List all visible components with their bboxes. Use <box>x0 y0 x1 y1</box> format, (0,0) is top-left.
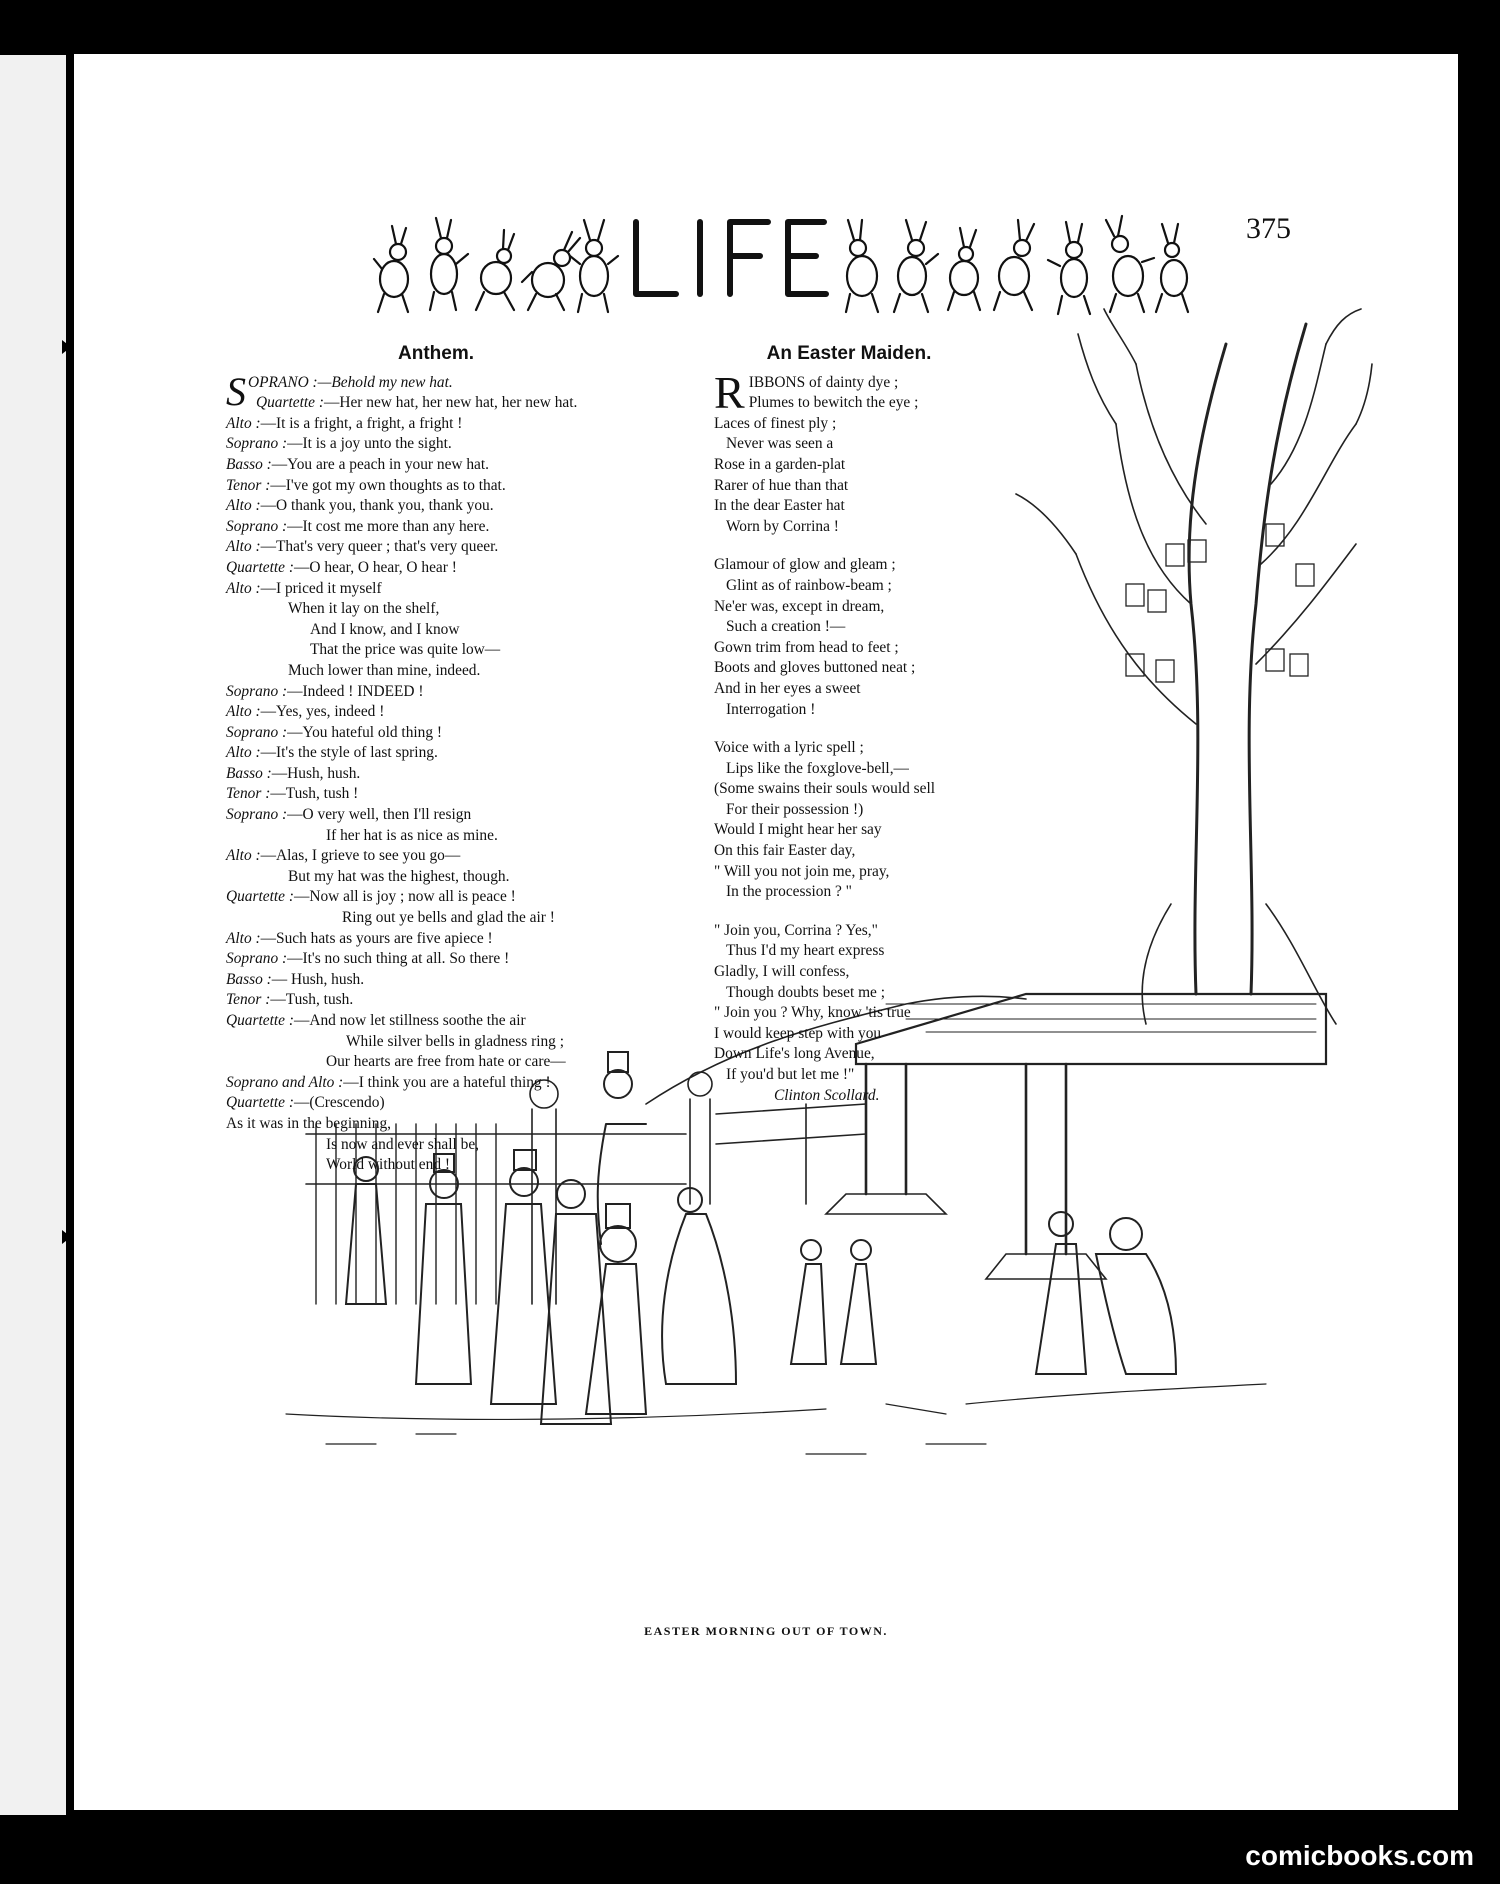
poem-line <box>714 576 1054 597</box>
poem-line-text: Rarer of hue than that <box>714 476 849 494</box>
speaker-label: Alto : <box>226 414 261 432</box>
illustration-caption: EASTER MORNING OUT OF TOWN. <box>644 1624 888 1638</box>
poem-line <box>714 476 1054 497</box>
stanza-gap <box>714 720 1054 738</box>
speaker-label: Tenor : <box>226 476 271 494</box>
anthem-line-text: —You hateful old thing ! <box>287 723 443 741</box>
speaker-label: Alto : <box>226 744 261 762</box>
poem-line-text: " Join you ? Why, know 'tis true <box>714 1004 911 1022</box>
easter-maiden-stanzas <box>714 366 1054 1086</box>
poem-line-text: Glamour of glow and gleam ; <box>714 556 896 574</box>
poem-line <box>714 759 1054 780</box>
anthem-lines <box>226 366 746 1176</box>
anthem-line <box>226 990 746 1011</box>
speaker-label: Soprano and Alto : <box>226 1073 344 1091</box>
poem-line-text: Voice with a lyric spell ; <box>714 739 864 757</box>
page-edge-mark <box>62 340 71 354</box>
anthem-line-text: —O thank you, thank you, thank you. <box>260 497 494 515</box>
poem-line-text: Lips like the foxglove-bell,— <box>726 759 909 777</box>
anthem-line-text: —O hear, O hear, O hear ! <box>293 558 457 576</box>
anthem-line-text: World without end ! <box>326 1156 451 1174</box>
poem-line-text: IBBONS of dainty dye ; <box>748 373 899 391</box>
poem-line <box>714 434 1054 455</box>
anthem-line <box>226 1032 746 1053</box>
speaker-label: Soprano : <box>226 723 288 741</box>
anthem-line <box>226 661 746 682</box>
page-edge-mark <box>62 1230 71 1244</box>
poem-line-text: Thus I'd my heart express <box>726 942 885 960</box>
anthem-line <box>226 723 746 744</box>
anthem-line <box>226 620 746 641</box>
poem-line-text: Gladly, I will confess, <box>714 963 850 981</box>
anthem-line <box>226 455 746 476</box>
poem-line <box>714 1024 1054 1045</box>
speaker-label: Soprano : <box>226 435 288 453</box>
speaker-label: Quartette : <box>226 888 294 906</box>
poem-line-text: In the procession ? " <box>726 883 852 901</box>
anthem-line-text: —And now let stillness soothe the air <box>293 1012 526 1029</box>
anthem-line <box>226 1155 746 1176</box>
anthem-line <box>226 887 746 908</box>
anthem-line-text: —(Crescendo) <box>293 1094 385 1112</box>
speaker-label: Alto : <box>226 703 261 721</box>
speaker-label: Soprano : <box>226 682 288 700</box>
speaker-label: Quartette : <box>226 1012 294 1029</box>
dropcap: S <box>226 368 246 414</box>
poem-line <box>714 882 1054 903</box>
speaker-label: Quartette : <box>256 394 324 412</box>
anthem-line <box>226 414 746 435</box>
anthem-line-text: —I've got my own thoughts as to that. <box>270 476 506 494</box>
poem-line <box>714 517 1054 538</box>
anthem-line-text: —It cost me more than any here. <box>287 517 490 535</box>
anthem-line <box>226 1011 746 1032</box>
anthem-line-text: —It is a joy unto the sight. <box>287 435 452 453</box>
poem-line-text: On this fair Easter day, <box>714 842 856 860</box>
poem-line-text: In the dear Easter hat <box>714 497 845 515</box>
poem-line <box>714 820 1054 841</box>
anthem-line <box>226 743 746 764</box>
poem-line-text: For their possession !) <box>726 800 864 818</box>
poem-line <box>714 941 1054 962</box>
watermark: comicbooks.com <box>1245 1840 1474 1871</box>
anthem-line <box>226 1135 746 1156</box>
magazine-page <box>74 54 1458 1810</box>
poem-line <box>714 496 1054 517</box>
speaker-label: Basso : <box>226 970 272 988</box>
anthem-line <box>226 805 746 826</box>
poem-line-text: Glint as of rainbow-beam ; <box>726 576 892 594</box>
speaker-label: Basso : <box>226 455 272 473</box>
anthem-line-text: —Tush, tush ! <box>270 785 359 803</box>
anthem-line <box>226 1093 746 1114</box>
stanza-gap <box>714 903 1054 921</box>
poem-line <box>714 700 1054 721</box>
anthem-line <box>226 558 746 579</box>
poem-line-text: Gown trim from head to feet ; <box>714 638 899 656</box>
anthem-line <box>226 682 746 703</box>
previous-page-edge <box>0 55 66 1815</box>
anthem-line-text: But my hat was the highest, though. <box>288 867 510 885</box>
anthem-line-text: — Hush, hush. <box>271 970 365 988</box>
anthem-line-text: If her hat is as nice as mine. <box>326 826 498 844</box>
speaker-label: Alto : <box>226 579 261 597</box>
poem-line-text: (Some swains their souls would sell <box>714 780 936 798</box>
anthem-line-text: While silver bells in gladness ring ; <box>346 1032 564 1050</box>
poem-line-text: Such a creation !— <box>726 618 846 636</box>
anthem-line-text: —It's no such thing at all. So there ! <box>287 950 510 968</box>
speaker-label: Alto : <box>226 847 261 865</box>
poem-line-text: " Join you, Corrina ? Yes," <box>714 921 878 939</box>
poem-line <box>714 983 1054 1004</box>
anthem-title: Anthem. <box>398 343 474 364</box>
easter-maiden-title: An Easter Maiden. <box>766 343 932 364</box>
anthem-line <box>226 846 746 867</box>
poem-line-text: I would keep step with you <box>714 1024 882 1042</box>
speaker-label: Alto : <box>226 538 261 556</box>
poem-line-text: " Will you not join me, pray, <box>714 862 890 880</box>
anthem-line <box>226 970 746 991</box>
anthem-line <box>226 784 746 805</box>
speaker-label: Soprano : <box>226 806 288 824</box>
anthem-line-text: —Alas, I grieve to see you go— <box>260 847 461 865</box>
speaker-label: Quartette : <box>226 1094 294 1112</box>
poem-line <box>714 738 1054 759</box>
poem-line <box>714 1003 1054 1024</box>
poem-line-text: Worn by Corrina ! <box>726 517 839 535</box>
poem-line <box>714 597 1054 618</box>
anthem-line-text: Much lower than mine, indeed. <box>288 661 481 679</box>
poem-line-text: Though doubts beset me ; <box>726 983 886 1001</box>
poem-line-text: Ne'er was, except in dream, <box>714 597 885 615</box>
anthem-line <box>226 476 746 497</box>
anthem-line <box>226 579 746 600</box>
poem-author: Clinton Scollard. <box>774 1086 880 1104</box>
anthem-line-text: That the price was quite low— <box>310 641 501 659</box>
anthem-line-text: —Hush, hush. <box>271 764 361 782</box>
dropcap: R <box>714 366 745 418</box>
poem-line <box>714 1065 1054 1086</box>
anthem-line-text: —Yes, yes, indeed ! <box>260 703 385 721</box>
poem-line-text: Down Life's long Avenue, <box>714 1045 875 1063</box>
poem-line-text: Laces of finest ply ; <box>714 414 837 432</box>
anthem-line-text: —I priced it myself <box>260 579 382 597</box>
poem-line-text: Never was seen a <box>726 435 834 453</box>
anthem-line <box>226 908 746 929</box>
poem-line <box>714 455 1054 476</box>
anthem-line-text: —Now all is joy ; now all is peace ! <box>293 888 516 906</box>
speaker-label: Quartette : <box>226 558 294 576</box>
anthem-line <box>226 764 746 785</box>
anthem-line-text: As it was in the beginning, <box>226 1114 392 1132</box>
anthem-line <box>226 826 746 847</box>
poem-line-text: And in her eyes a sweet <box>714 679 861 697</box>
speaker-label: Soprano : <box>226 517 288 535</box>
poem-line <box>714 679 1054 700</box>
poem-line-text: Plumes to bewitch the eye ; <box>748 394 919 412</box>
anthem-line <box>226 517 746 538</box>
anthem-line-text: —That's very queer ; that's very queer. <box>260 538 499 556</box>
poem-line-text: Rose in a garden-plat <box>714 455 846 473</box>
anthem-line-text: OPRANO :—Behold my new hat. <box>248 373 453 391</box>
anthem-line <box>226 867 746 888</box>
poem-line <box>714 841 1054 862</box>
poem-line-text: If you'd but let me !" <box>726 1066 855 1083</box>
anthem-line-text: And I know, and I know <box>310 620 460 638</box>
page-number: 375 <box>1246 212 1291 245</box>
anthem-line-text: Our hearts are free from hate or care— <box>326 1053 566 1071</box>
anthem-line <box>226 537 746 558</box>
poem-line <box>714 862 1054 883</box>
poem-line <box>714 962 1054 983</box>
poem-line <box>714 555 1054 576</box>
speaker-label: Soprano : <box>226 950 288 968</box>
anthem-line-text: Is now and ever shall be, <box>326 1135 480 1153</box>
poem-line <box>714 779 1054 800</box>
anthem-line-text: —Tush, tush. <box>270 991 354 1009</box>
anthem-line <box>226 702 746 723</box>
poem-line <box>714 638 1054 659</box>
anthem-line <box>226 929 746 950</box>
anthem-line-text: —Indeed ! INDEED ! <box>287 682 424 700</box>
poem-line-text: Boots and gloves buttoned neat ; <box>714 659 916 677</box>
anthem-line-text: —It's the style of last spring. <box>260 744 438 762</box>
speaker-label: Alto : <box>226 929 261 947</box>
anthem-line <box>226 599 746 620</box>
anthem-line-text: —O very well, then I'll resign <box>287 806 472 824</box>
anthem-column <box>226 344 746 1176</box>
poem-line-text: Interrogation ! <box>726 700 816 718</box>
poem-line <box>714 658 1054 679</box>
speaker-label: Basso : <box>226 764 272 782</box>
anthem-line-text: —It is a fright, a fright, a fright ! <box>260 414 463 432</box>
speaker-label: Alto : <box>226 497 261 515</box>
anthem-line <box>226 640 746 661</box>
anthem-line-text: Ring out ye bells and glad the air ! <box>342 909 555 927</box>
poem-line <box>714 800 1054 821</box>
anthem-line <box>226 1052 746 1073</box>
anthem-line <box>226 949 746 970</box>
poem-line <box>714 414 1054 435</box>
poem-line <box>714 921 1054 942</box>
poem-line <box>714 617 1054 638</box>
anthem-line <box>226 1073 746 1094</box>
anthem-line <box>226 393 746 414</box>
stanza-gap <box>714 537 1054 555</box>
anthem-line <box>226 496 746 517</box>
anthem-line-text: —You are a peach in your new hat. <box>271 455 490 473</box>
easter-maiden-column <box>714 344 1054 1106</box>
masthead <box>364 184 1204 324</box>
anthem-line-text: —I think you are a hateful thing ! <box>343 1073 551 1091</box>
poem-line <box>714 393 1054 414</box>
poem-line <box>714 1044 1054 1065</box>
rabbit-frieze-icon <box>364 184 1204 324</box>
anthem-line <box>226 434 746 455</box>
anthem-line-text: —Her new hat, her new hat, her new hat. <box>323 394 578 412</box>
anthem-line-text: When it lay on the shelf, <box>288 600 440 618</box>
speaker-label: Tenor : <box>226 785 271 803</box>
anthem-line-text: —Such hats as yours are five apiece ! <box>260 929 493 947</box>
anthem-line <box>226 1114 746 1135</box>
poem-line-text: Would I might hear her say <box>714 821 882 839</box>
speaker-label: Tenor : <box>226 991 271 1009</box>
